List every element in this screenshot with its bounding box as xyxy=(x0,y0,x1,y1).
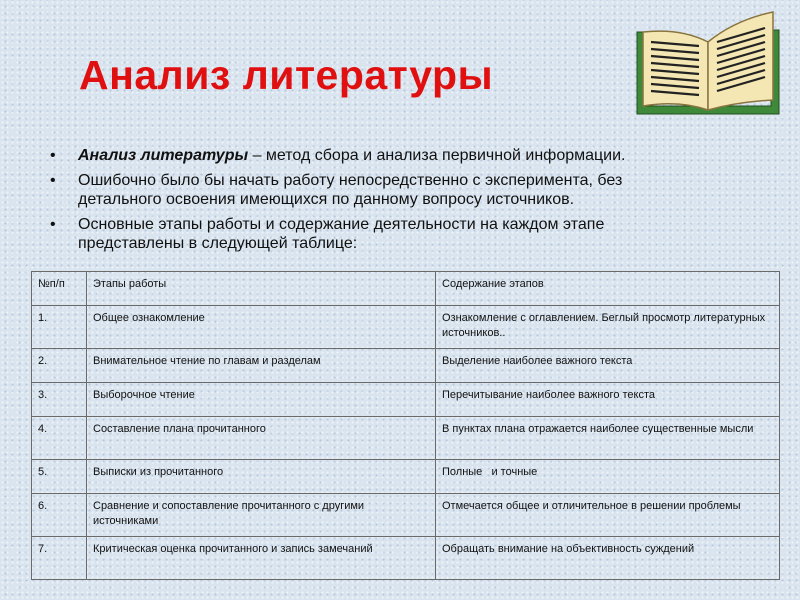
table-row xyxy=(32,383,780,417)
cell-content: Отмечается общее и отличительное в решении проблемы xyxy=(436,494,780,537)
cell-content: Перечитывание наиболее важного текста xyxy=(436,383,780,417)
cell-stage: Критическая оценка прочитанного и запись замечаний xyxy=(87,537,436,580)
table-header-row xyxy=(32,272,780,306)
bullet-term: Анализ литературы xyxy=(78,147,249,164)
table-row xyxy=(32,349,780,383)
bullet-text: Основные этапы работы и содержание деятельности на каждом этапе представлены в следующей таблице: xyxy=(78,216,605,252)
page-title: Анализ литературы xyxy=(79,52,494,98)
cell-number: 6. xyxy=(32,494,87,537)
bullet-item xyxy=(48,146,698,165)
header-cell-stage: Этапы работы xyxy=(87,272,436,306)
cell-content: Обращать внимание на объективность суждений xyxy=(436,537,780,580)
stages-table xyxy=(31,271,780,580)
table-row xyxy=(32,417,780,460)
cell-stage: Выписки из прочитанного xyxy=(87,460,436,494)
open-book-icon xyxy=(633,2,783,120)
table-row xyxy=(32,494,780,537)
cell-stage: Составление плана прочитанного xyxy=(87,417,436,460)
cell-content: Ознакомление с оглавлением. Беглый просмотр литературных источников.. xyxy=(436,306,780,349)
cell-content: В пунктах плана отражается наиболее существенные мысли xyxy=(436,417,780,460)
cell-number: 7. xyxy=(32,537,87,580)
bullet-list xyxy=(48,146,698,259)
bullet-item xyxy=(48,215,698,253)
cell-stage: Общее ознакомление xyxy=(87,306,436,349)
table-row xyxy=(32,537,780,580)
cell-stage: Сравнение и сопоставление прочитанного с другими источниками xyxy=(87,494,436,537)
cell-number: 4. xyxy=(32,417,87,460)
cell-number: 5. xyxy=(32,460,87,494)
cell-content: Выделение наиболее важного текста xyxy=(436,349,780,383)
bullet-item xyxy=(48,171,698,209)
cell-number: 2. xyxy=(32,349,87,383)
table-row xyxy=(32,306,780,349)
header-cell-content: Содержание этапов xyxy=(436,272,780,306)
cell-stage: Выборочное чтение xyxy=(87,383,436,417)
bullet-text: Ошибочно было бы начать работу непосредственно с эксперимента, без детального освоения имеющихся по данному вопросу источников. xyxy=(78,172,623,208)
cell-number: 1. xyxy=(32,306,87,349)
cell-stage: Внимательное чтение по главам и разделам xyxy=(87,349,436,383)
cell-number: 3. xyxy=(32,383,87,417)
table-row xyxy=(32,460,780,494)
header-cell-number: №п/п xyxy=(32,272,87,306)
cell-content: Полные и точные xyxy=(436,460,780,494)
bullet-text: – метод сбора и анализа первичной информации. xyxy=(248,147,626,164)
